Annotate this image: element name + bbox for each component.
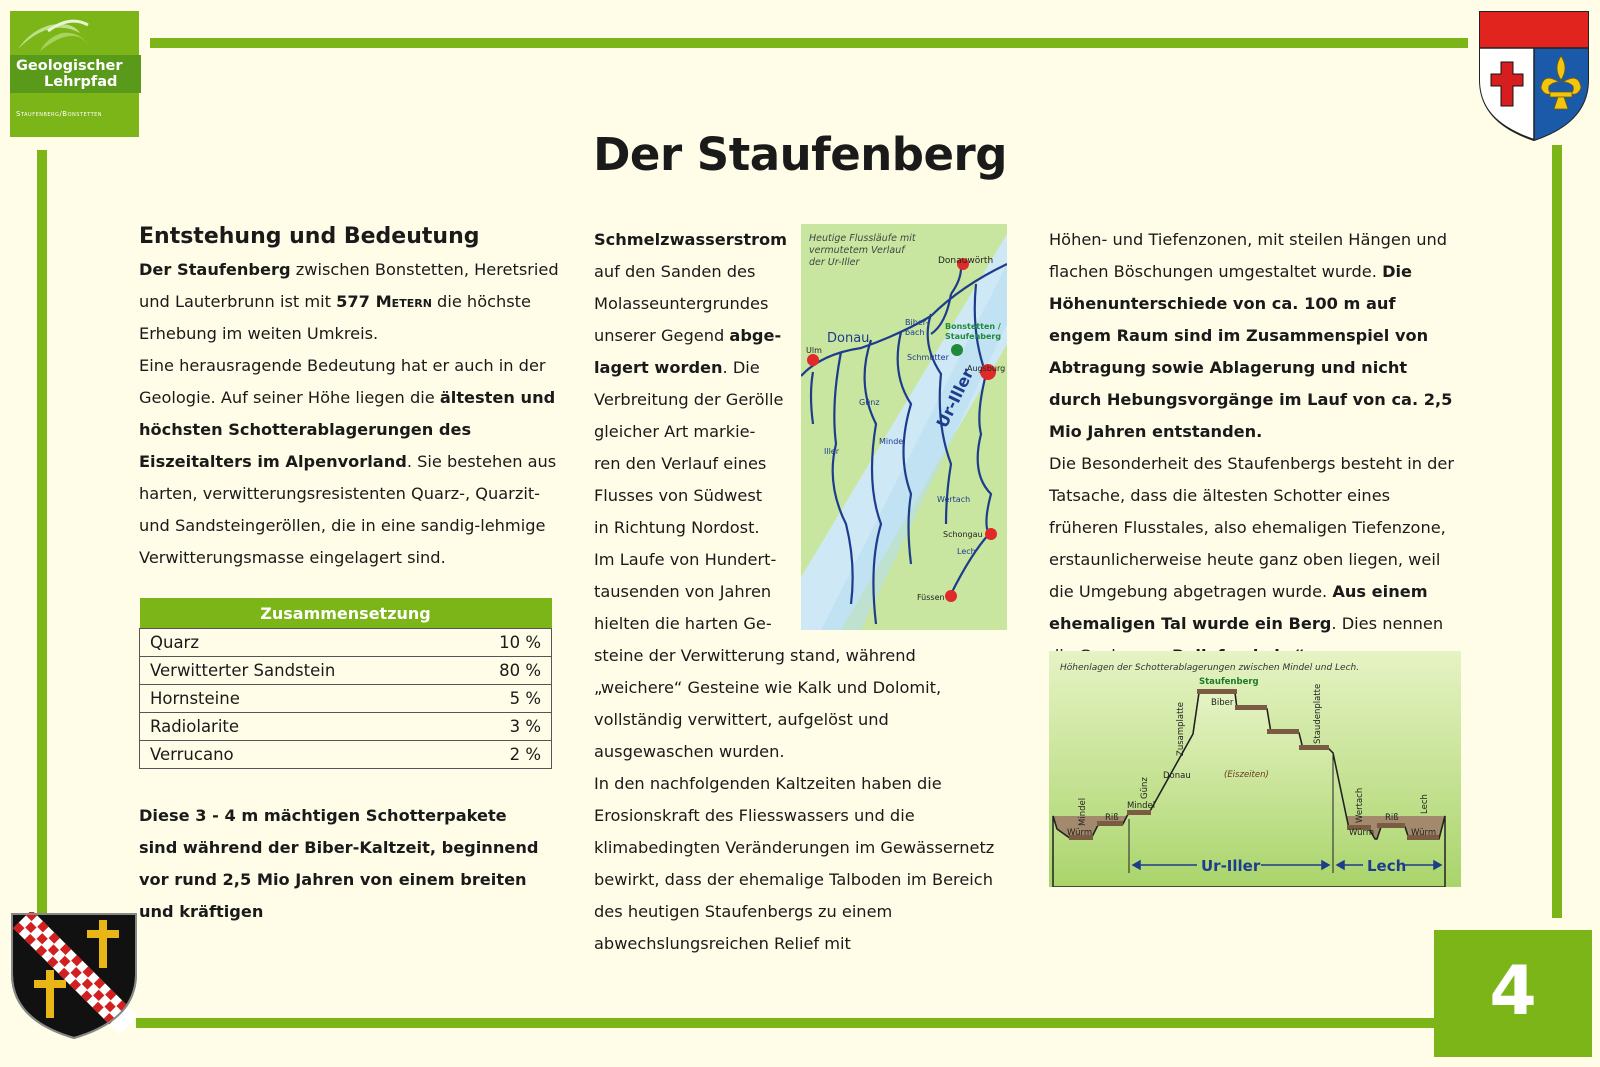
composition-header: Zusammensetzung — [140, 598, 552, 629]
row-value: 3 % — [456, 713, 552, 741]
col2-text: . Die — [722, 358, 760, 377]
profile-biber: Biber — [1211, 698, 1234, 708]
profile-wertach: Wertach — [1355, 787, 1365, 823]
table-row — [140, 657, 552, 685]
col3-paragraph-2 — [1049, 448, 1461, 672]
intro-text-end: die höchste Erhebung im weiten Umkreis. — [139, 292, 531, 343]
col2-line: gleicher Art markie- — [594, 422, 756, 441]
col2-line: Im Laufe von Hundert- — [594, 550, 777, 569]
row-name: Radiolarite — [140, 713, 456, 741]
label-fuessen: Füssen — [917, 593, 945, 602]
col2-rest-paragraph: steine der Verwitterung stand, während „weichere“ Gesteine wie Kalk und Dolomit, vollständig verwittert, aufgelöst und ausgewaschen wurden. — [594, 646, 942, 761]
row-name: Quarz — [140, 629, 456, 657]
page-title: Der Staufenberg — [593, 128, 1007, 181]
column-2-narrow — [594, 224, 804, 640]
table-row — [140, 685, 552, 713]
column-2-wide — [594, 640, 1006, 960]
profile-staudenplatte: Staudenplatte — [1313, 683, 1323, 744]
bottom-bold-text: Diese 3 - 4 m mächtigen Schotterpakete sind während der Biber-Kaltzeit, beginnend vor rund 2,5 Mio Jahren von einem breiten und kräftigen — [139, 806, 539, 921]
hill-swoosh-icon — [10, 11, 139, 55]
table-row — [140, 629, 552, 657]
label-schmutter: Schmutter — [907, 353, 949, 362]
profile-lech-small: Lech — [1420, 794, 1430, 814]
map-caption-1: Heutige Flussläufe mit — [809, 233, 916, 244]
logo-name — [10, 55, 141, 93]
bonstetten-coat-of-arms-icon — [10, 912, 138, 1040]
label-lech: Lech — [957, 547, 976, 556]
label-guenz: Günz — [859, 398, 880, 407]
col3-text: . Dies nennen — [1331, 614, 1444, 633]
intro-bold-name: Der Staufenberg — [139, 260, 291, 279]
logo-line1: Geologischer — [16, 58, 123, 74]
col2-line: Verbreitung der Gerölle — [594, 390, 784, 409]
label-ulm: Ulm — [806, 346, 822, 355]
col2-bold: Schmelzwasserstrom — [594, 230, 788, 249]
profile-caption: Höhenlagen der Schotterablagerungen zwischen Mindel und Lech. — [1060, 663, 1360, 673]
geology-text: Eine herausragende Bedeutung hat er auch in der Geologie. Auf seiner Höhe liegen die — [139, 356, 546, 407]
col3-text: Die Besonderheit des Staufenbergs besteht in der Tatsache, dass die ältesten Schotter eines früheren Flusstales, also ehemaligen Tiefenzone, erstaunlicherweise heute ganz oben liegen, weil die Umgebung abgetragen wurde. — [1049, 454, 1455, 601]
profile-guenz: Günz — [1140, 777, 1150, 799]
geology-bold: ältesten und höchsten Schotterablagerungen des Eiszeitalters im Alpenvorland — [139, 388, 556, 471]
label-ur-iller: Ur-Iller — [932, 365, 978, 431]
label-mindel: Mindel — [879, 437, 906, 446]
col2-line: tausenden von Jahren — [594, 582, 772, 601]
profile-riss-left: Riß — [1105, 813, 1119, 823]
col2-rest2-paragraph: In den nachfolgenden Kaltzeiten haben die Erosionskraft des Fliesswassers und die klimabedingten Veränderungen im Gewässernetz bewirkt, dass der ehemalige Talboden im Bereich des heutigen Staufenbergs zu einem abwechslungsreichen Relief mit — [594, 774, 995, 953]
map-caption-2: vermutetem Verlauf — [809, 245, 905, 256]
district-coat-of-arms-icon — [1478, 10, 1590, 142]
profile-mindel-left: Mindel — [1078, 797, 1088, 826]
frame-right-bar — [1552, 145, 1562, 918]
row-value: 5 % — [456, 685, 552, 713]
terrace-profile-diagram — [1049, 651, 1461, 887]
label-iller: Iller — [824, 447, 840, 456]
col3-bold: Die Höhenunterschiede von ca. 100 m auf engem Raum sind im Zusammenspiel von Abtragung sowie Ablagerung und nicht durch Hebungsvorgänge im Lauf von ca. 2,5 Mio Jahren entstanden. — [1049, 262, 1453, 441]
frame-bottom-bar — [136, 1018, 1452, 1028]
col2-line — [594, 352, 804, 384]
profile-ur-iller: Ur-Iller — [1201, 857, 1261, 875]
profile-wuerm-right-1: Würm — [1349, 828, 1375, 838]
frame-left-bar — [37, 150, 47, 918]
label-biber-1: Biber- — [905, 318, 929, 327]
row-name: Hornsteine — [140, 685, 456, 713]
label-schongau: Schongau — [943, 530, 983, 539]
col2-bold: abge- — [729, 326, 782, 345]
col2-line: Flusses von Südwest — [594, 486, 763, 505]
height-value: 577 — [336, 292, 376, 311]
table-row — [140, 713, 552, 741]
map-caption-3: der Ur-Iller — [809, 257, 860, 268]
row-value: 2 % — [456, 741, 552, 769]
row-value: 10 % — [456, 629, 552, 657]
profile-lech-big: Lech — [1367, 857, 1407, 875]
river-map — [801, 224, 1007, 630]
profile-staufenberg: Staufenberg — [1199, 677, 1259, 687]
profile-wuerm-left: Würm — [1067, 828, 1093, 838]
col2-line: hielten die harten Ge- — [594, 614, 772, 633]
table-row — [140, 741, 552, 769]
label-donauwoerth: Donauwörth — [938, 256, 994, 266]
column-1 — [139, 222, 559, 574]
col2-bold: lagert worden — [594, 358, 723, 377]
profile-riss-right: Riß — [1385, 813, 1399, 823]
station-number: 4 — [1434, 930, 1592, 1057]
col2-line — [594, 320, 804, 352]
col2-text: unserer Gegend — [594, 326, 730, 345]
label-biber-2: bach — [905, 328, 925, 337]
col3-text: Höhen- und Tiefenzonen, mit steilen Hängen und flachen Böschungen umgestaltet wurde. — [1049, 230, 1448, 281]
col2-line: auf den Sanden des — [594, 262, 756, 281]
frame-top-bar — [150, 38, 1468, 48]
composition-table — [139, 598, 552, 769]
profile-wuerm-right-2: Würm — [1411, 828, 1437, 838]
profile-zusamplatte: Zusamplatte — [1176, 702, 1186, 756]
profile-mindel-right: Mindel — [1127, 801, 1156, 811]
intro-text: zwischen Bonstetten, Heretsried und Lauterbrunn ist mit — [139, 260, 559, 311]
col3-paragraph-1 — [1049, 224, 1461, 448]
height-unit: Metern — [375, 292, 432, 311]
logo-subtitle: Staufenberg/Bonstetten — [16, 110, 103, 118]
label-augsburg: Augsburg — [967, 364, 1006, 373]
label-donau: Donau — [827, 331, 870, 346]
geology-text-end: . Sie bestehen aus harten, verwitterungsresistenten Quarz-, Quarzit- und Sandsteingeröllen, die in eine sandig-lehmige Verwitterungsmasse eingelagert sind. — [139, 452, 557, 567]
col3-bold: Aus einem ehemaligen Tal wurde ein Berg — [1049, 582, 1428, 633]
column-3 — [1049, 224, 1461, 672]
geolehrpfad-logo — [10, 11, 139, 137]
label-wertach: Wertach — [937, 495, 971, 504]
geology-paragraph — [139, 350, 559, 574]
label-bonstetten-2: Staufenberg — [945, 332, 1002, 341]
col2-line: in Richtung Nordost. — [594, 518, 760, 537]
profile-donau: Donau — [1163, 771, 1191, 781]
column-1-bottom — [139, 800, 539, 928]
row-name: Verwitterter Sandstein — [140, 657, 456, 685]
logo-line2: Lehrpfad — [44, 74, 118, 90]
row-name: Verrucano — [140, 741, 456, 769]
intro-paragraph — [139, 254, 559, 350]
bottom-bold-paragraph — [139, 800, 539, 928]
label-bonstetten-1: Bonstetten / — [945, 322, 1001, 331]
profile-eiszeiten: (Eiszeiten) — [1224, 770, 1269, 780]
row-value: 80 % — [456, 657, 552, 685]
section-heading: Entstehung und Bedeutung — [139, 224, 480, 249]
col2-line — [594, 224, 804, 256]
col2-line: ren den Verlauf eines — [594, 454, 767, 473]
col2-line: Molasseuntergrundes — [594, 294, 769, 313]
